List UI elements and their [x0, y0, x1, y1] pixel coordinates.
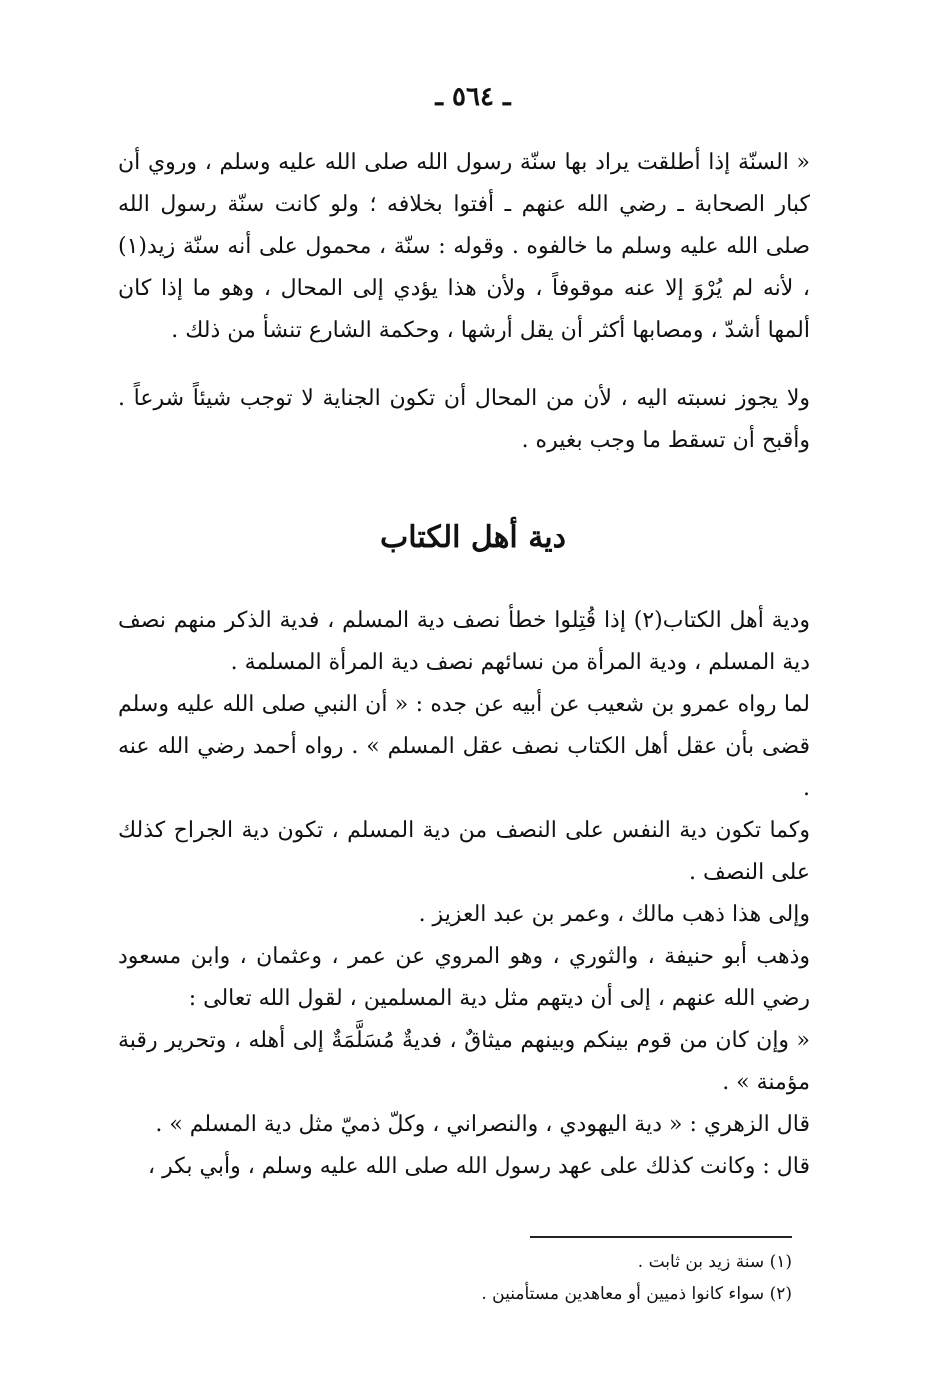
paragraph: ودية أهل الكتاب(٢) إذا قُتِلوا خطأ نصف دية المسلم ، فدية الذكر منهم نصف دية المسلم ، ودية المرأة من نسائهم نصف دية المرأة المسلمة . — [118, 608, 810, 675]
body-text — [118, 600, 810, 1188]
footnote: (١) سنة زيد بن ثابت . — [637, 1252, 792, 1272]
footnote: (٢) سواء كانوا ذميين أو معاهدين مستأمنين . — [481, 1284, 792, 1304]
section-heading: دية أهل الكتاب — [379, 520, 567, 555]
paragraph: « السنّة إذا أطلقت يراد بها سنّة رسول الله صلى الله عليه وسلم ، وروي أن كبار الصحابة ـ رضي الله عنهم ـ أفتوا بخلافه ؛ ولو كانت سنّة رسول الله صلى الله عليه وسلم ما خالفوه . وقوله : سنّة ، محمول على أنه سنّة زيد(١) ، لأنه لم يُرْوَ إلا عنه موقوفاً ، ولأن هذا يؤدي إلى المحال ، وهو ما إذا كان ألمها أشدّ ، ومصابها أكثر أن يقل أرشها ، وحكمة الشارع تنشأ من ذلك . — [118, 150, 811, 343]
paragraph: ولا يجوز نسبته اليه ، لأن من المحال أن تكون الجناية لا توجب شيئاً شرعاً . وأقبح أن تسقط ما وجب بغيره . — [118, 386, 810, 453]
footnote-divider — [530, 1236, 792, 1238]
footnotes — [300, 1246, 792, 1310]
paragraph: وذهب أبو حنيفة ، والثوري ، وهو المروي عن عمر ، وعثمان ، وابن مسعود رضي الله عنهم ، إلى أن ديتهم مثل دية المسلمين ، لقول الله تعالى : — [118, 944, 810, 1011]
paragraph: قال : وكانت كذلك على عهد رسول الله صلى الله عليه وسلم ، وأبي بكر ، — [148, 1154, 810, 1179]
top-text — [118, 142, 810, 462]
paragraph: وإلى هذا ذهب مالك ، وعمر بن عبد العزيز . — [418, 902, 810, 927]
paragraph: لما رواه عمرو بن شعيب عن أبيه عن جده : « أن النبي صلى الله عليه وسلم قضى بأن عقل أهل الكتاب نصف عقل المسلم » . رواه أحمد رضي الله عنه . — [118, 692, 810, 801]
paragraph: قال الزهري : « دية اليهودي ، والنصراني ، وكلّ ذميّ مثل دية المسلم » . — [155, 1112, 810, 1137]
paragraph: وكما تكون دية النفس على النصف من دية المسلم ، تكون دية الجراح كذلك على النصف . — [118, 818, 810, 885]
page-number: ـ ٥٦٤ ـ — [435, 82, 511, 112]
quran-quote: « وإن كان من قوم بينكم وبينهم ميثاقٌ ، فديةٌ مُسَلَّمَةٌ إلى أهله ، وتحرير رقبة مؤمنة » . — [118, 1028, 810, 1095]
